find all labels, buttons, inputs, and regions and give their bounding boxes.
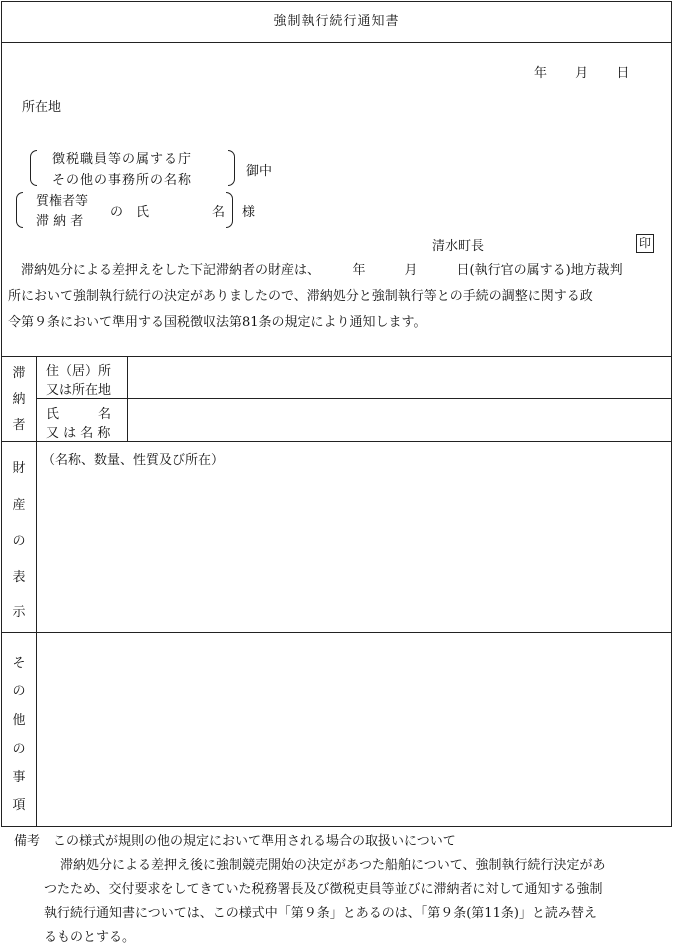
other-char-3: 他 — [12, 713, 26, 728]
bracket-right-addressee — [226, 192, 233, 228]
body-line3: 令第９条において準用する国税徴収法第81条の規定により通知します。 — [8, 315, 427, 330]
date-month: 月 — [575, 66, 589, 81]
office-line1: 徴税職員等の属する庁 — [52, 152, 193, 167]
property-char-2: 産 — [12, 498, 26, 513]
name-row-label1: 氏 名 — [46, 407, 112, 422]
row-divider-1 — [36, 398, 672, 399]
honorific-person: 様 — [242, 205, 256, 220]
date-line — [534, 62, 629, 81]
property-char-5: 示 — [12, 605, 26, 620]
bracket-left-addressee — [16, 192, 23, 228]
delinquent-char-3: 者 — [12, 418, 26, 433]
other-char-2: の — [12, 684, 26, 699]
delinquent-char-2: 納 — [12, 392, 26, 407]
notes-head: 備考 この様式が規則の他の規定において準用される場合の取扱いについて — [14, 834, 456, 849]
property-note: （名称、数量、性質及び所在） — [42, 453, 225, 468]
addressee-label2: 滞 納 者 — [36, 214, 84, 229]
delinquent-label — [2, 356, 36, 441]
notes-line3: 執行続行通知書については、この様式中「第９条」とあるのは、「第９条(第11条)」と読み替え — [44, 906, 597, 921]
property-char-3: の — [12, 534, 26, 549]
honorific-office: 御中 — [246, 164, 273, 179]
name-row-label2: 又 は 名 称 — [46, 426, 111, 441]
date-year: 年 — [534, 66, 548, 81]
date-day: 日 — [616, 66, 630, 81]
notes-line2: つたため、交付要求をしてきていた税務署長及び徴税吏員等並びに滞納者に対して通知する強制 — [44, 882, 603, 897]
delinquent-char-1: 滞 — [12, 366, 26, 381]
row-divider-3 — [1, 632, 672, 633]
notes-line4: るものとする。 — [44, 930, 136, 945]
other-char-6: 項 — [12, 798, 26, 813]
other-label — [2, 632, 36, 827]
body-text — [8, 258, 668, 336]
property-char-1: 財 — [12, 461, 26, 476]
body-line1: 滞納処分による差押えをした下記滞納者の財産は、 年 月 日(執行官の属する)地方裁判 — [21, 263, 623, 278]
bracket-left-office — [30, 150, 37, 186]
col-divider-1 — [36, 356, 37, 827]
address-label: 所在地 — [22, 100, 62, 115]
address-row-label1: 住（居）所 — [46, 364, 112, 379]
name-char: 名 — [212, 205, 226, 220]
addressee-label1: 質権者等 — [36, 194, 89, 209]
seal-box: 印 — [636, 234, 654, 253]
property-char-4: 表 — [12, 570, 26, 585]
form-title: 強制執行続行通知書 — [2, 2, 671, 43]
other-char-5: 事 — [12, 770, 26, 785]
address-row-label2: 又は所在地 — [46, 383, 112, 398]
table-top-line — [1, 356, 672, 357]
body-line2: 所において強制執行続行の決定がありましたので、滞納処分と強制執行等との手続の調整に関する政 — [8, 289, 593, 304]
other-char-4: の — [12, 742, 26, 757]
bracket-right-office — [228, 150, 235, 186]
col-divider-2 — [127, 356, 128, 441]
office-line2: その他の事務所の名称 — [52, 173, 193, 188]
property-label — [2, 441, 36, 632]
notes-line1: 滞納処分による差押え後に強制競売開始の決定があつた船舶について、強制執行続行決定があ — [60, 858, 606, 873]
other-char-1: そ — [12, 656, 26, 671]
row-divider-2 — [1, 441, 672, 442]
notes-section — [14, 830, 674, 950]
name-of-label: の 氏 — [110, 205, 150, 220]
sender-name: 清水町長 — [432, 239, 485, 254]
